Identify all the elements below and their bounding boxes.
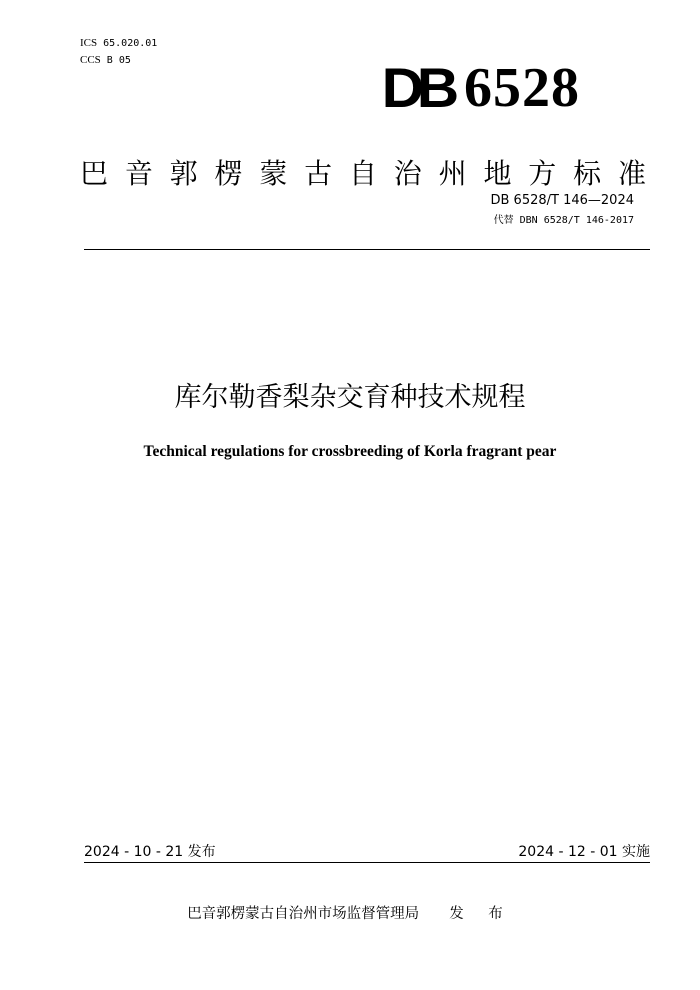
implementation-date: 2024 - 12 - 01 实施 <box>518 844 650 860</box>
document-title-english: Technical regulations for crossbreeding of Korla fragrant pear <box>143 443 557 460</box>
standard-category-char: 方 <box>528 157 557 190</box>
ccs-label: CCS <box>80 54 101 66</box>
publisher-line <box>0 904 700 924</box>
standard-category-char: 准 <box>617 157 646 190</box>
standard-category-char: 地 <box>483 157 512 190</box>
document-title-chinese: 库尔勒香梨杂交育种技术规程 <box>174 382 526 413</box>
publisher-name: 巴音郭楞蒙古自治州市场监督管理局 <box>187 906 420 922</box>
standard-category-char: 音 <box>124 157 153 190</box>
standard-category-char: 蒙 <box>259 157 288 190</box>
standard-category-char: 楞 <box>214 157 243 190</box>
ccs-value: B 05 <box>106 55 131 66</box>
standard-category-char: 自 <box>348 157 377 190</box>
ics-code <box>80 36 157 51</box>
standard-category-char: 古 <box>304 157 333 190</box>
standard-category <box>80 154 646 194</box>
standard-category-char: 郭 <box>169 157 198 190</box>
publisher-action: 发 布 <box>449 906 513 922</box>
standard-category-char: 标 <box>573 157 602 190</box>
issue-date: 2024 - 10 - 21 发布 <box>84 844 216 860</box>
db-logo <box>381 56 580 119</box>
replaces-standard <box>494 214 634 228</box>
ics-label: ICS <box>80 37 98 49</box>
logo-prefix: DB <box>381 56 452 119</box>
replaces-label: 代替 <box>493 215 514 226</box>
standard-number: DB 6528/T 146—2024 <box>490 193 634 208</box>
ics-value: 65.020.01 <box>103 38 158 49</box>
replaces-number: DBN 6528/T 146-2017 <box>519 215 634 226</box>
standard-category-char: 州 <box>438 157 467 190</box>
footer-divider <box>84 862 650 863</box>
ccs-code <box>80 53 131 68</box>
standard-category-char: 治 <box>393 157 422 190</box>
standard-category-char: 巴 <box>80 157 109 190</box>
header-divider <box>84 249 650 250</box>
logo-number: 6528 <box>464 57 580 119</box>
